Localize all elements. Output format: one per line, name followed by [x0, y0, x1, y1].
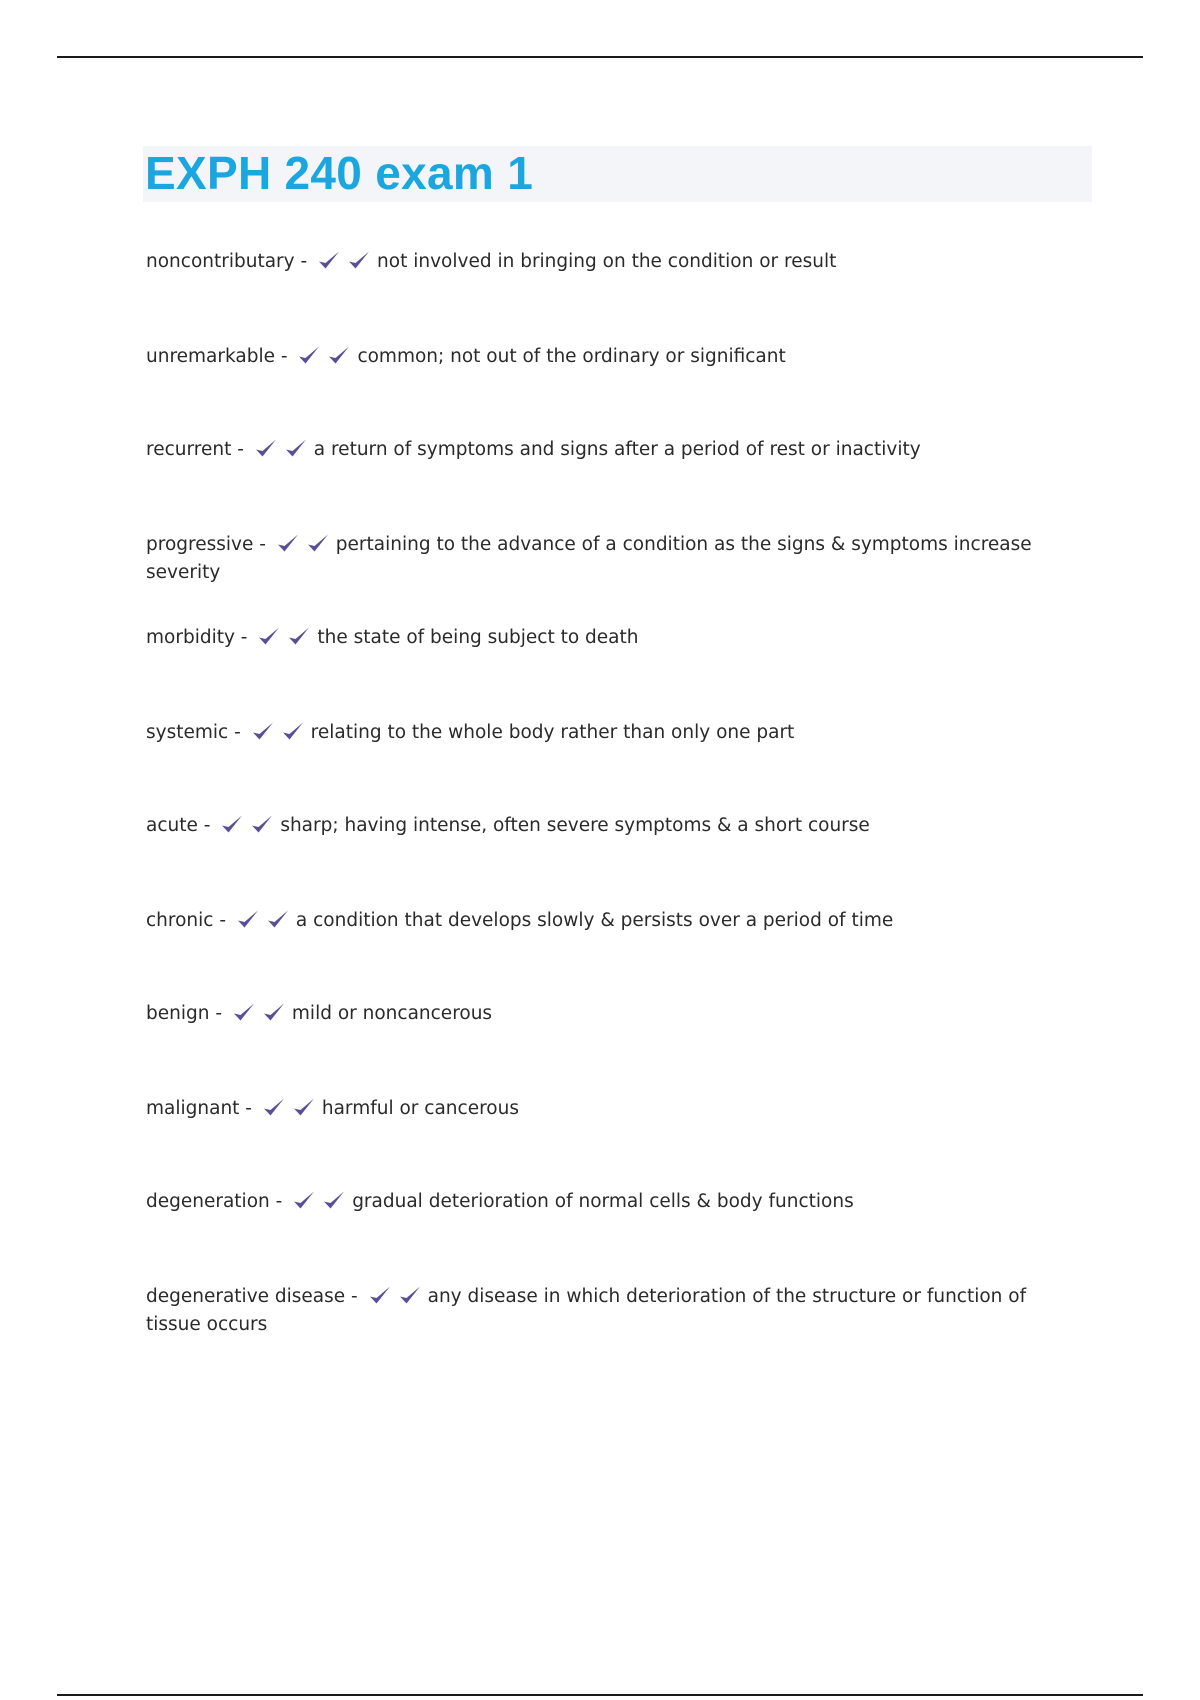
term-definition: a return of symptoms and signs after a period of rest or inactivity [313, 439, 921, 460]
term-word: recurrent [146, 439, 232, 460]
term-word: systemic [146, 722, 229, 743]
term-entry [146, 907, 1086, 935]
term-separator: - [345, 1286, 364, 1307]
term-word: morbidity [146, 627, 235, 648]
term-separator: - [275, 346, 294, 367]
check-icon [347, 249, 371, 271]
check-icon [368, 1284, 392, 1306]
check-icon [236, 908, 260, 930]
term-word: noncontributary [146, 251, 295, 272]
check-icon [257, 625, 281, 647]
term-definition: sharp; having intense, often severe symptoms & a short course [280, 815, 870, 836]
term-word: chronic [146, 910, 214, 931]
term-entry [146, 1095, 1086, 1123]
term-definition: mild or noncancerous [291, 1003, 493, 1024]
term-definition: not involved in bringing on the condition or result [377, 251, 837, 272]
term-word: unremarkable [146, 346, 275, 367]
term-definition: any disease in which deterioration of the structure or function of tissue occurs [146, 1286, 1027, 1335]
term-definition: common; not out of the ordinary or significant [357, 346, 786, 367]
term-entry [146, 248, 1086, 276]
term-entry [146, 1283, 1086, 1339]
check-icon [292, 1189, 316, 1211]
term-word: degeneration [146, 1191, 270, 1212]
term-entry [146, 719, 1086, 747]
term-entry [146, 1188, 1086, 1216]
term-entry [146, 812, 1086, 840]
check-icon [250, 813, 274, 835]
term-entry [146, 531, 1086, 587]
term-definition: harmful or cancerous [321, 1098, 519, 1119]
bottom-rule [57, 1694, 1143, 1696]
check-icon [306, 532, 330, 554]
check-icon [284, 437, 308, 459]
term-separator: - [231, 439, 250, 460]
term-word: malignant [146, 1098, 240, 1119]
document-title: EXPH 240 exam 1 [145, 147, 534, 199]
term-definition: gradual deterioration of normal cells & body functions [352, 1191, 854, 1212]
term-separator: - [269, 1191, 289, 1212]
check-icon [398, 1284, 422, 1306]
term-separator: - [209, 1003, 228, 1024]
term-separator: - [253, 534, 272, 555]
check-icon [287, 625, 311, 647]
check-icon [292, 1096, 316, 1118]
check-icon [281, 720, 305, 742]
term-separator: - [234, 627, 254, 648]
check-icon [254, 437, 278, 459]
check-icon [266, 908, 290, 930]
check-icon [232, 1001, 256, 1023]
term-word: benign [146, 1003, 210, 1024]
term-word: progressive [146, 534, 254, 555]
top-rule [57, 56, 1143, 58]
check-icon [327, 344, 351, 366]
term-definition: a condition that develops slowly & persists over a period of time [295, 910, 894, 931]
check-icon [262, 1096, 286, 1118]
check-icon [251, 720, 275, 742]
term-separator: - [294, 251, 314, 272]
check-icon [317, 249, 341, 271]
term-word: degenerative disease [146, 1286, 346, 1307]
term-separator: - [228, 722, 247, 743]
check-icon [297, 344, 321, 366]
term-word: acute [146, 815, 198, 836]
check-icon [276, 532, 300, 554]
term-separator: - [197, 815, 217, 836]
term-entry [146, 436, 1086, 464]
term-entry [146, 343, 1086, 371]
check-icon [220, 813, 244, 835]
term-definition: relating to the whole body rather than only one part [310, 722, 795, 743]
check-icon [322, 1189, 346, 1211]
term-definition: pertaining to the advance of a condition as the signs & symptoms increase severity [146, 534, 1032, 583]
check-icon [262, 1001, 286, 1023]
term-entry [146, 1000, 1086, 1028]
term-entry [146, 624, 1086, 652]
term-separator: - [239, 1098, 258, 1119]
term-definition: the state of being subject to death [317, 627, 639, 648]
term-separator: - [213, 910, 232, 931]
